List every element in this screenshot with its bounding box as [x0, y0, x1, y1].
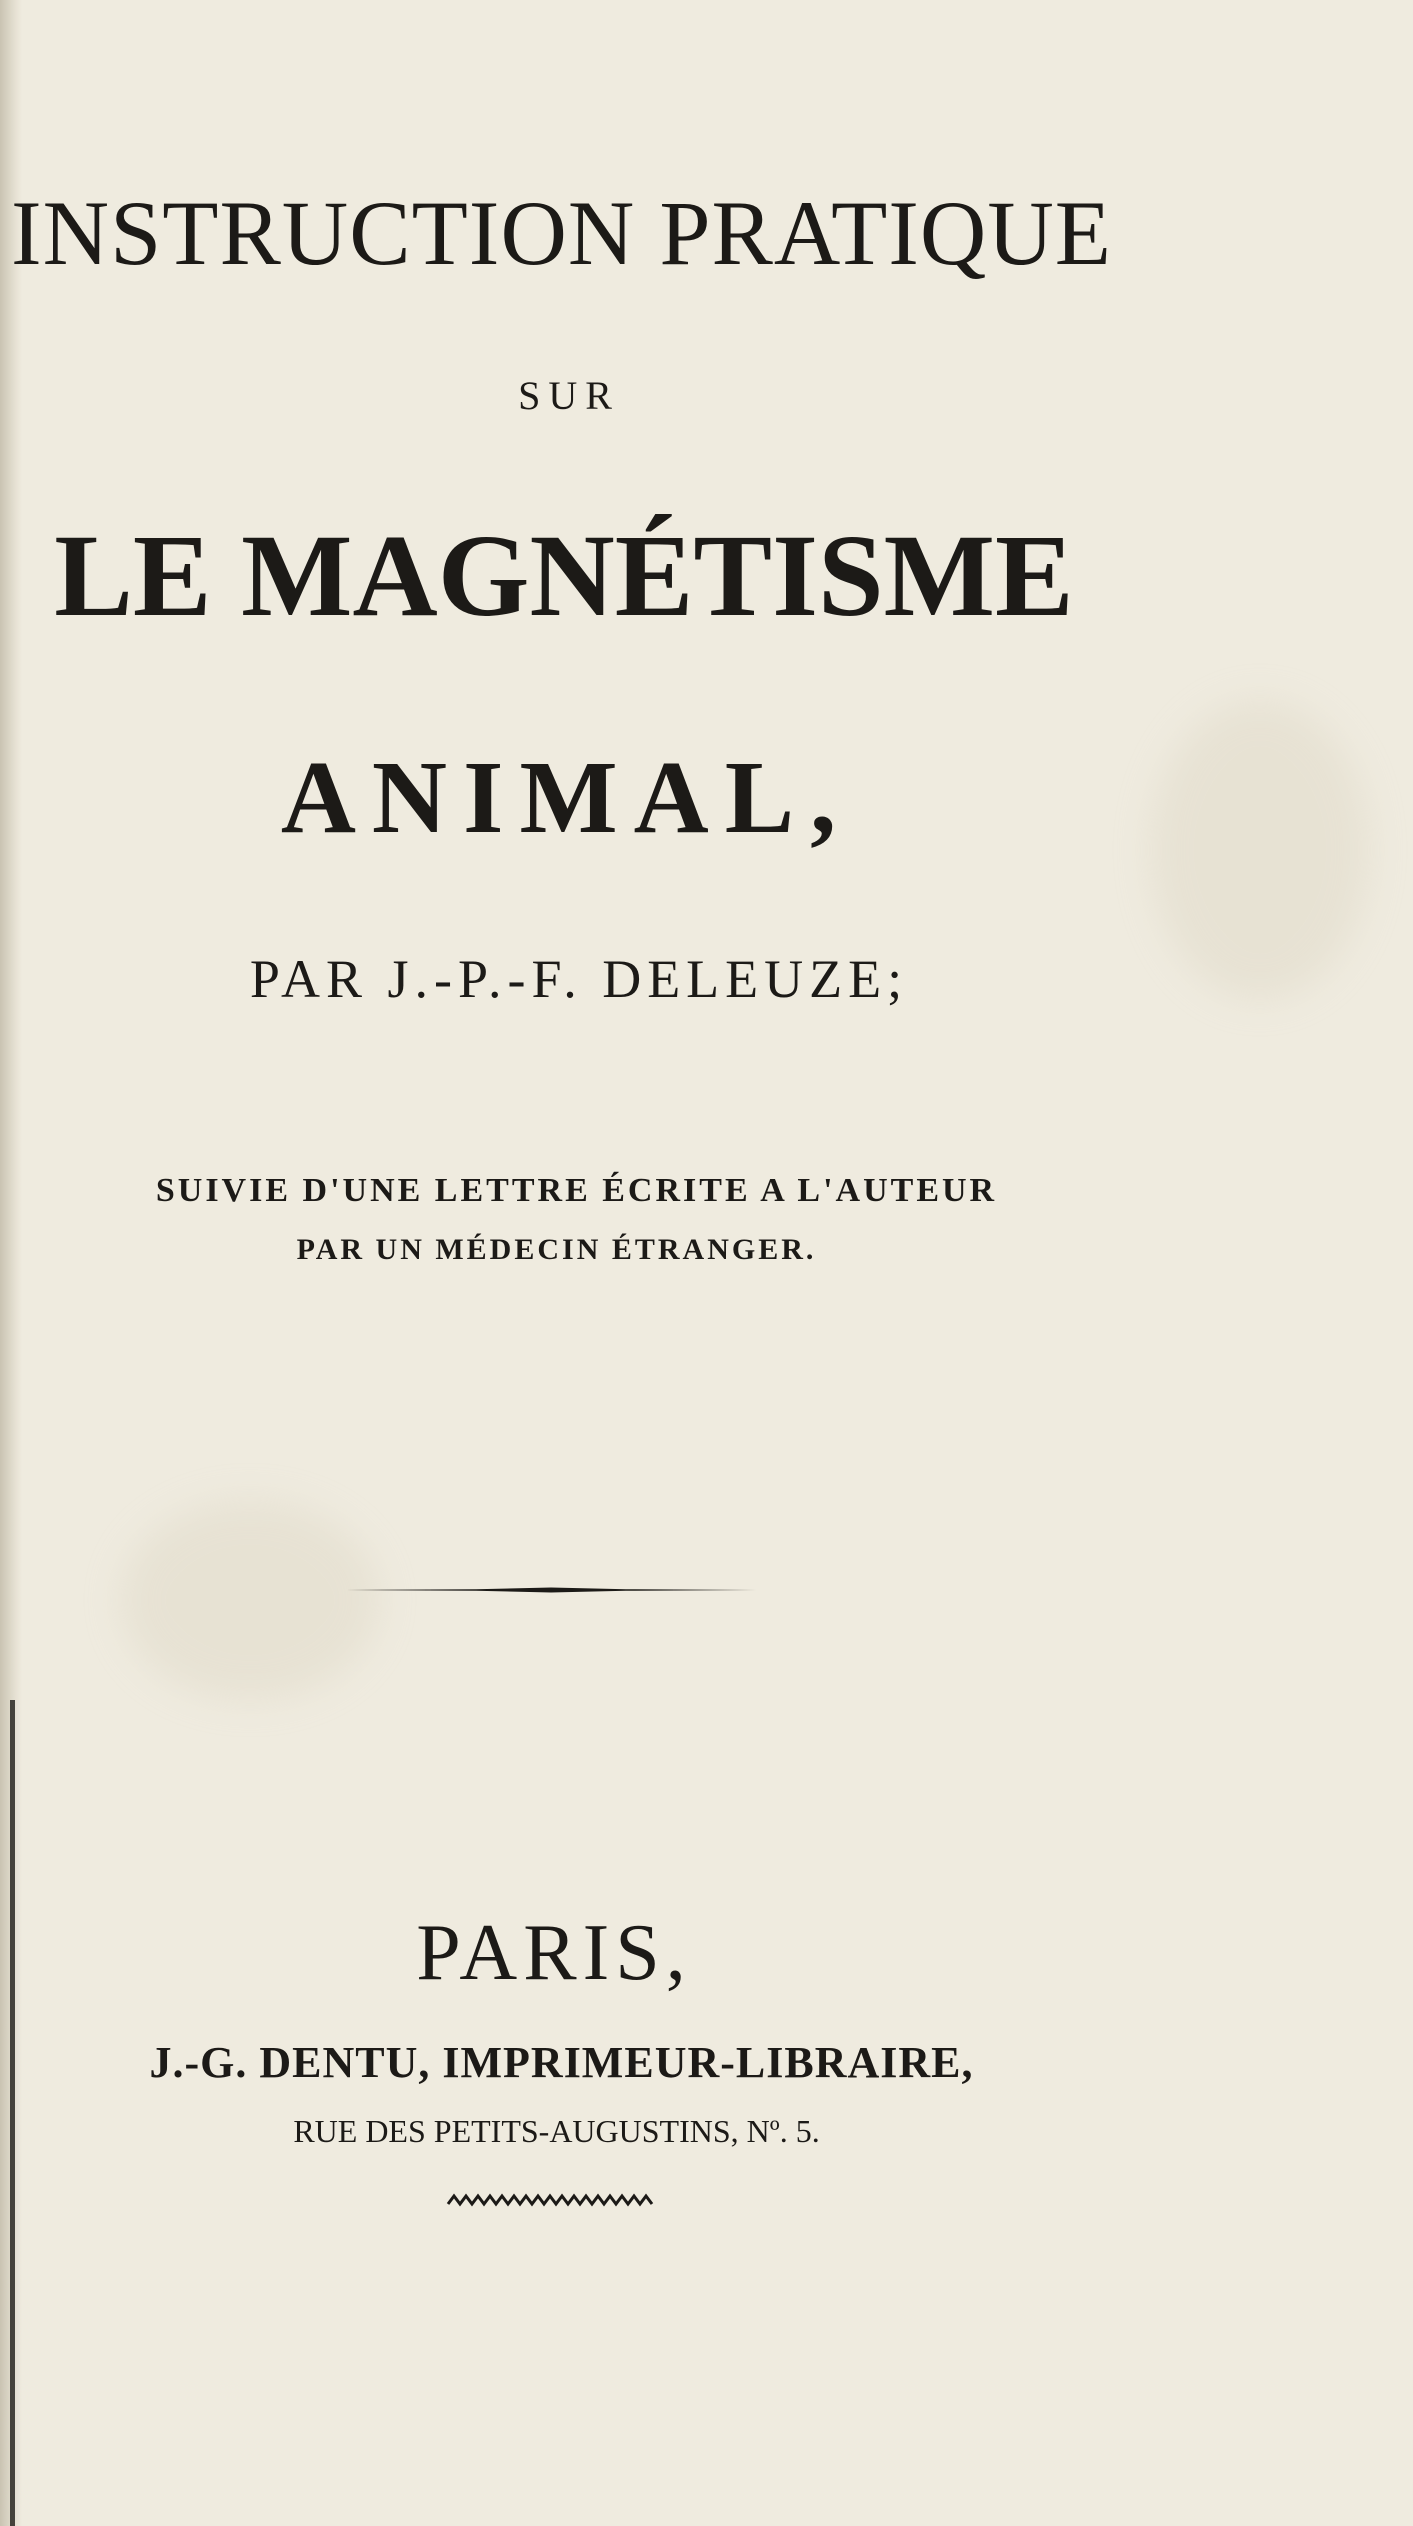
- subtitle-line-2: PAR UN MÉDECIN ÉTRANGER.: [296, 1233, 817, 1266]
- imprint-address: RUE DES PETITS-AUGUSTINS, Nº. 5.: [293, 2113, 820, 2149]
- paper-stain: [120, 1500, 380, 1700]
- title-line-2: LE MAGNÉTISME: [54, 510, 1074, 641]
- title-line-3: ANIMAL,: [280, 740, 853, 855]
- subtitle-line-1: SUIVIE D'UNE LETTRE ÉCRITE A L'AUTEUR: [155, 1172, 998, 1209]
- title-line-1: INSTRUCTION PRATIQUE: [11, 182, 1112, 284]
- imprint-publisher: J.-G. DENTU, IMPRIMEUR-LIBRAIRE,: [149, 2038, 974, 2087]
- ornamental-flourish: [446, 2190, 656, 2212]
- imprint-city: PARIS,: [416, 1909, 692, 1997]
- decorative-rule: [346, 1586, 756, 1594]
- title-connector: SUR: [518, 373, 620, 418]
- author-line: PAR J.-P.-F. DELEUZE;: [249, 949, 909, 1009]
